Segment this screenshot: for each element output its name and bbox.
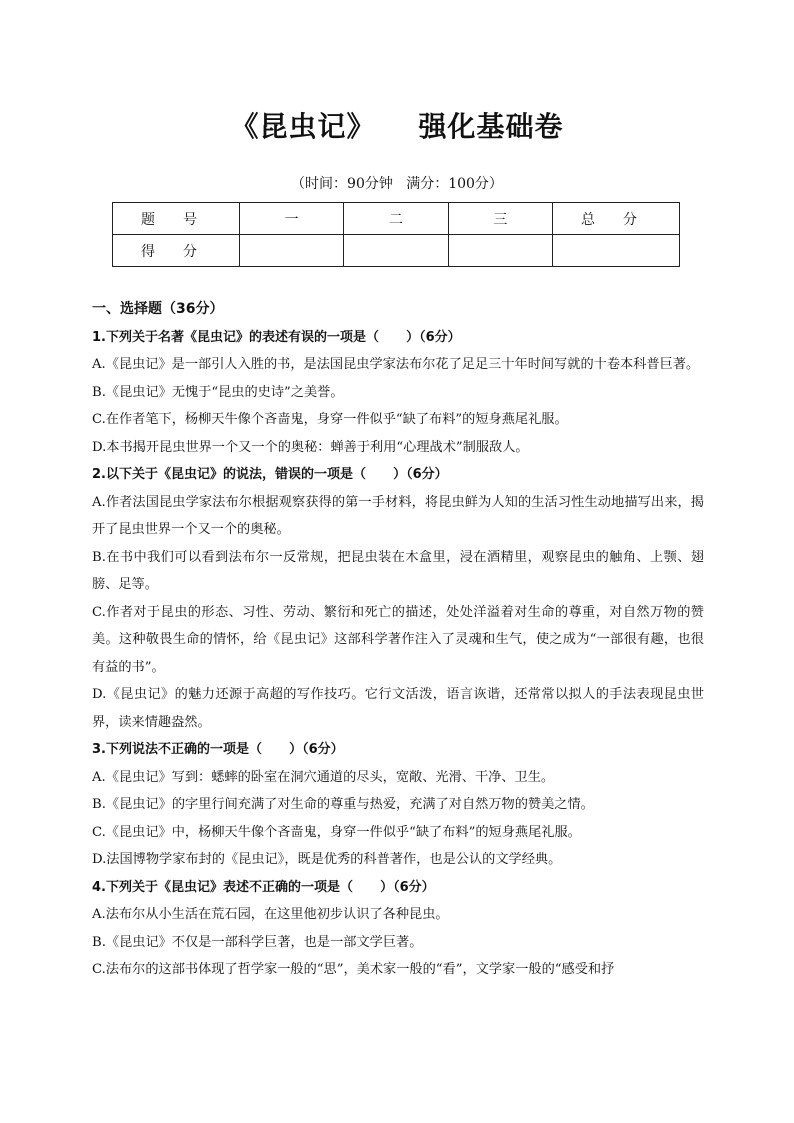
score-table-score-row	[113, 235, 680, 267]
section-heading: 一、选择题（36分）	[92, 301, 224, 317]
answer-option: B.《昆虫记》无愧于“昆虫的史诗”之美誉。	[92, 384, 344, 400]
score-table-cell	[240, 235, 344, 267]
score-table	[112, 202, 680, 267]
score-table-cell: 得分	[113, 235, 240, 267]
answer-option: B.《昆虫记》的字里行间充满了对生命的尊重与热爱，充满了对自然万物的赞美之情。	[92, 797, 594, 812]
score-table-cell: 总分	[553, 203, 680, 235]
answer-option: A.《昆虫记》是一部引人入胜的书，是法国昆虫学家法布尔花了足足三十年时间写就的十卷本科普巨著。	[92, 357, 700, 372]
answer-option: B.在书中我们可以看到法布尔一反常规，把昆虫装在木盒里，浸在酒精里，观察昆虫的触角、上颚、翅膀、足等。	[92, 549, 704, 592]
answer-option: C.法布尔的这部书体现了哲学家一般的“思”，美术家一般的“看”，文学家一般的“感受和抒	[92, 962, 615, 977]
score-table-cell	[448, 235, 552, 267]
answer-option: D.本书揭开昆虫世界一个又一个的奥秘：蝉善于利用“心理战术”制服敌人。	[92, 439, 529, 455]
score-table-cell: 题号	[113, 203, 240, 235]
score-table-cell	[553, 235, 680, 267]
question-stem: 3.下列说法不正确的一项是（ ）（6分）	[92, 742, 344, 757]
exam-info: （时间：90分钟 满分：100分）	[291, 176, 503, 192]
question-stem: 2.以下关于《昆虫记》的说法，错误的一项是（ ）（6分）	[92, 467, 448, 482]
answer-option: D.《昆虫记》的魅力还源于高超的写作技巧。它行文活泼，语言诙谐，还常常以拟人的手法表现昆虫世界，读来情趣盎然。	[92, 687, 704, 730]
score-table-cell: 三	[448, 203, 552, 235]
answer-option: A.法布尔从小生活在荒石园，在这里他初步认识了各种昆虫。	[92, 907, 449, 922]
question-stem: 4.下列关于《昆虫记》表述不正确的一项是（ ）（6分）	[92, 879, 435, 895]
answer-option: C.《昆虫记》中，杨柳天牛像个吝啬鬼，身穿一件似乎“缺了布料”的短身燕尾礼服。	[92, 824, 581, 840]
question-stem: 1.下列关于名著《昆虫记》的表述有误的一项是（ ）（6分）	[92, 329, 461, 345]
answer-option: B.《昆虫记》不仅是一部科学巨著，也是一部文学巨著。	[92, 934, 423, 950]
score-table-cell: 一	[240, 203, 344, 235]
score-table-header-row	[113, 203, 680, 235]
answer-option: C.在作者笔下，杨柳天牛像个吝啬鬼，身穿一件似乎“缺了布料”的短身燕尾礼服。	[92, 412, 568, 427]
document-title: 《昆虫记》 强化基础卷	[230, 110, 564, 143]
answer-option: A.《昆虫记》写到：蟋蟀的卧室在洞穴通道的尽头，宽敞、光滑、干净、卫生。	[92, 769, 555, 785]
score-table-cell: 二	[344, 203, 448, 235]
score-table-cell	[344, 235, 448, 267]
answer-option: D.法国博物学家布封的《昆虫记》，既是优秀的科普著作，也是公认的文学经典。	[92, 852, 562, 867]
answer-option: C.作者对于昆虫的形态、习性、劳动、繁衍和死亡的描述，处处洋溢着对生命的尊重，对自然万物的赞美。这种敬畏生命的情怀，给《昆虫记》这部科学著作注入了灵魂和生气，使之成为“一部很有趣，也很有益的书”。	[92, 604, 704, 675]
question-section	[92, 296, 704, 984]
answer-option: A.作者法国昆虫学家法布尔根据观察获得的第一手材料，将昆虫鲜为人知的生活习性生动地描写出来，揭开了昆虫世界一个又一个的奥秘。	[92, 494, 704, 537]
